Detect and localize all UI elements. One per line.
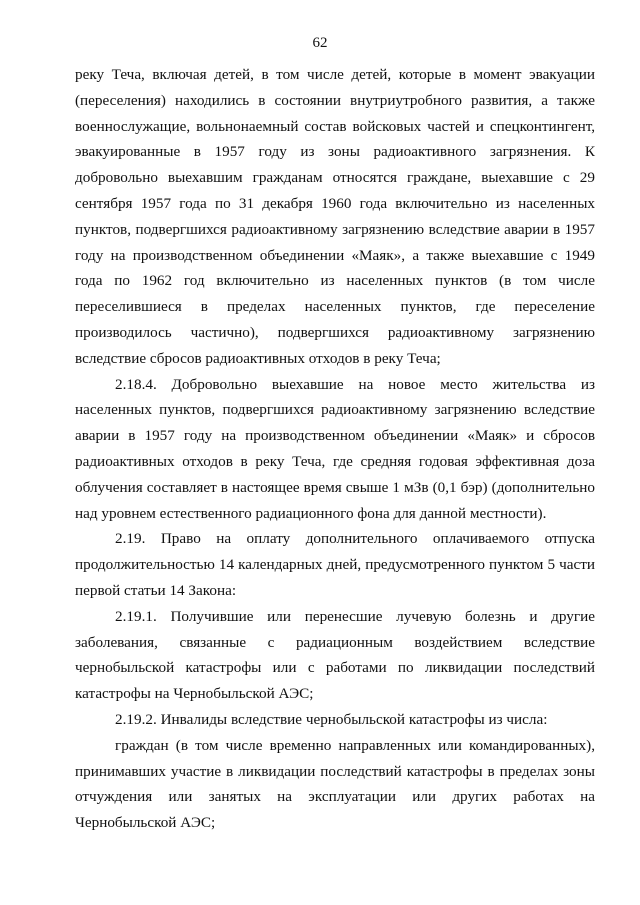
document-body — [75, 62, 595, 836]
page-number: 62 — [312, 35, 328, 51]
paragraph-continuation: реку Теча, включая детей, в том числе детей, которые в момент эвакуации (переселения) находились в состоянии внутриутробного развития, а также военнослужащие, вольнонаемный состав войсковых частей и спецконтингент, эвакуированные в 1957 году из зоны радиоактивного загрязнения. К добровольно выехавшим гражданам относятся граждане, выехавшие с 29 сентября 1957 года по 31 декабря 1960 года включительно из населенных пунктов, подвергшихся радиоактивному загрязнению вследствие аварии в 1957 году на производственном объединении «Маяк», а также выехавшие с 1949 года по 1962 год включительно из населенных пунктов (в том числе переселившиеся в пределах населенных пунктов, где переселение производилось частично), подвергшихся радиоактивному загрязнению вследствие сбросов радиоактивных отходов в реку Теча; — [75, 66, 595, 367]
paragraph-2-19-1: 2.19.1. Получившие или перенесшие лучевую болезнь и другие заболевания, связанные с радиационным воздействием вследствие чернобыльской катастрофы или с работами по ликвидации последствий катастрофы на Чернобыльской АЭС; — [75, 607, 595, 703]
paragraph-2-19: 2.19. Право на оплату дополнительного оплачиваемого отпуска продолжительностью 14 календарных дней, предусмотренного пунктом 5 части первой статьи 14 Закона: — [75, 530, 595, 599]
paragraph-2-18-4: 2.18.4. Добровольно выехавшие на новое место жительства из населенных пунктов, подвергшихся радиоактивному загрязнению вследствие аварии в 1957 году на производственном объединении «Маяк» и сбросов радиоактивных отходов в реку Теча, где средняя годовая эффективная доза облучения составляет в настоящее время свыше 1 мЗв (0,1 бэр) (дополнительно над уровнем естественного радиационного фона для данной местности). — [75, 375, 595, 522]
paragraph-2-19-2: 2.19.2. Инвалиды вследствие чернобыльской катастрофы из числа: — [115, 710, 548, 728]
paragraph-citizens-liquidation: граждан (в том числе временно направленных или командированных), принимавших участие в ликвидации последствий катастрофы в пределах зоны отчуждения или занятых на эксплуатации или других работах на Чернобыльской АЭС; — [75, 736, 595, 832]
